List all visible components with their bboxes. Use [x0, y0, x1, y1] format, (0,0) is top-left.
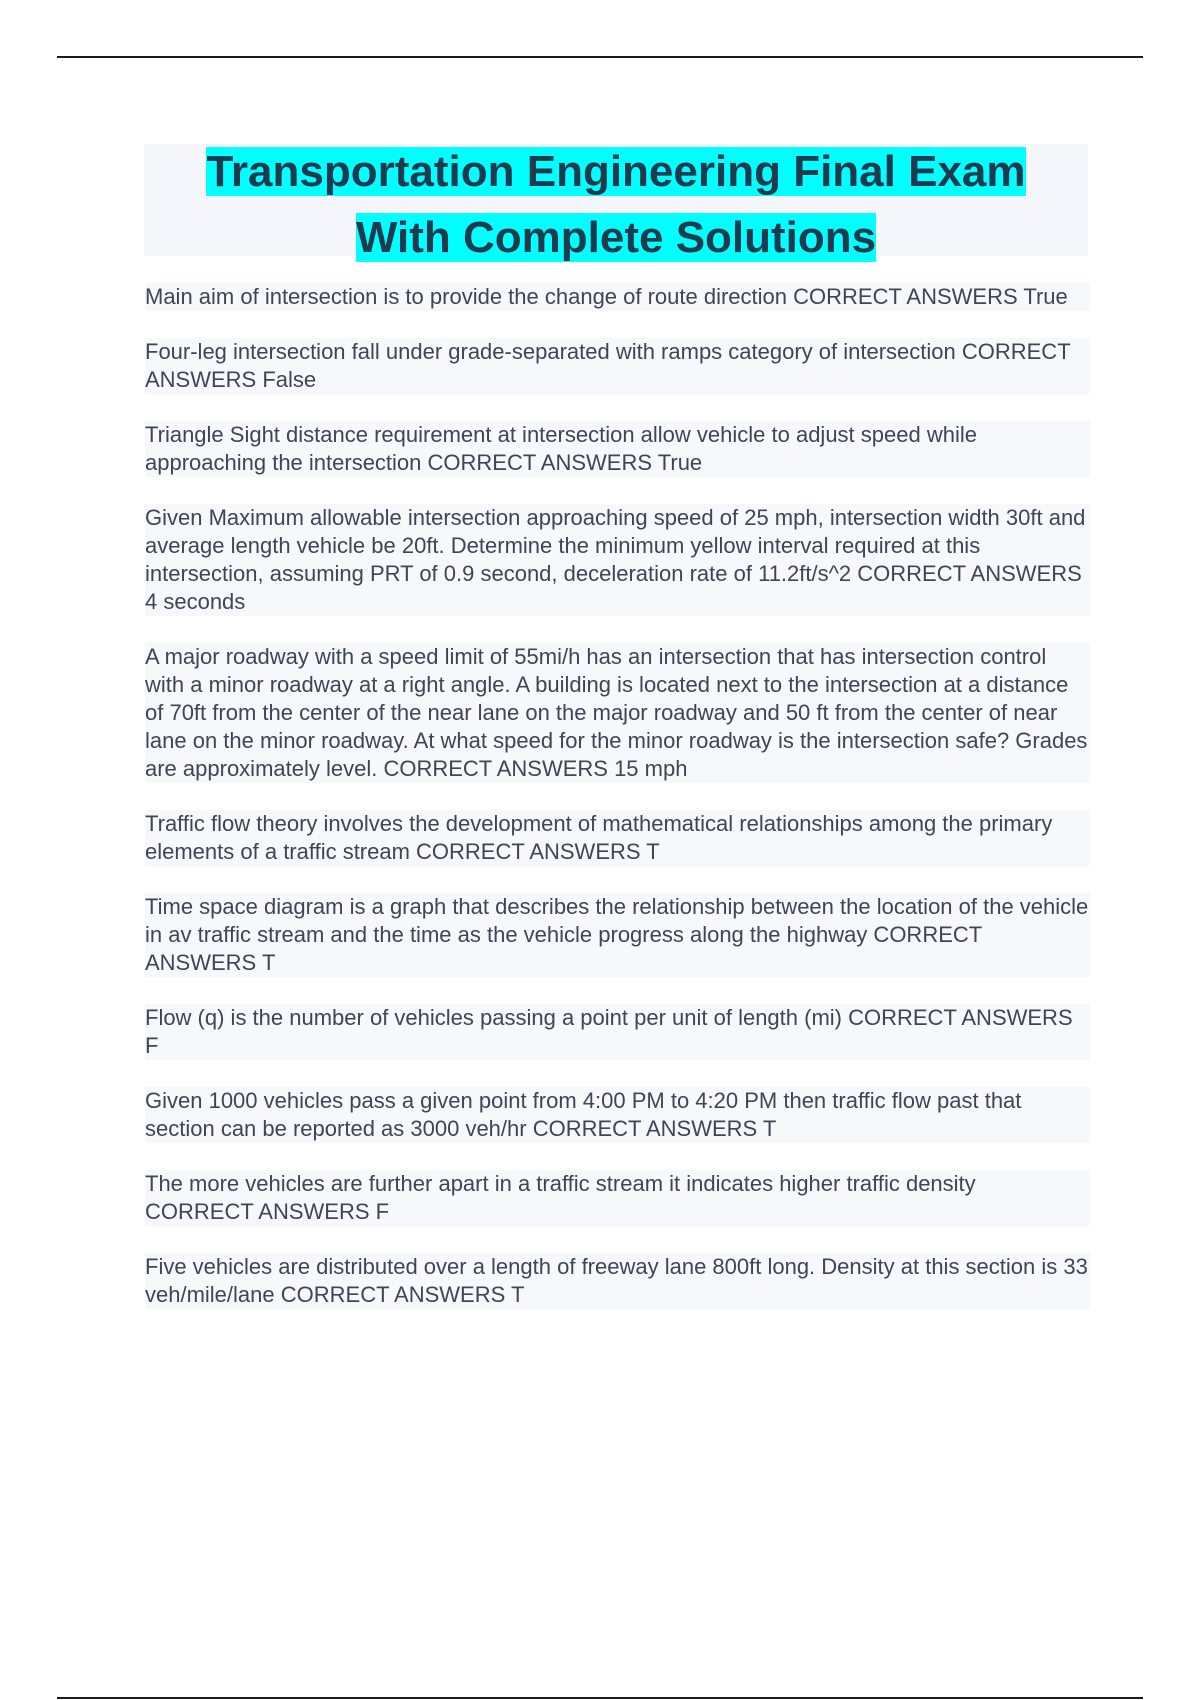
- qa-item: Given Maximum allowable intersection approaching speed of 25 mph, intersection width 30ft and average length vehicle be 20ft. Determine the minimum yellow interval required at this intersection, assuming PRT of 0.9 second, deceleration rate of 11.2ft/s^2 CORRECT ANSWERS 4 seconds: [145, 504, 1090, 616]
- title-block: [144, 144, 1088, 262]
- qa-item: Given 1000 vehicles pass a given point from 4:00 PM to 4:20 PM then traffic flow past that section can be reported as 3000 veh/hr CORRECT ANSWERS T: [145, 1087, 1090, 1143]
- qa-item: The more vehicles are further apart in a traffic stream it indicates higher traffic density CORRECT ANSWERS F: [145, 1170, 1090, 1226]
- qa-item: A major roadway with a speed limit of 55mi/h has an intersection that has intersection control with a minor roadway at a right angle. A building is located next to the intersection at a distance of 70ft from the center of the near lane on the major roadway and 50 ft from the center of near lane on the minor roadway. At what speed for the minor roadway is the intersection safe? Grades are approximately level. CORRECT ANSWERS 15 mph: [145, 643, 1090, 783]
- header-rule: [57, 56, 1143, 58]
- page-title-line-1: Transportation Engineering Final Exam: [206, 147, 1026, 196]
- qa-item: Flow (q) is the number of vehicles passing a point per unit of length (mi) CORRECT ANSWERS F: [145, 1004, 1090, 1060]
- qa-item: Triangle Sight distance requirement at intersection allow vehicle to adjust speed while approaching the intersection CORRECT ANSWERS True: [145, 421, 1090, 477]
- page-title-line-2: With Complete Solutions: [355, 213, 877, 262]
- qa-item: Time space diagram is a graph that describes the relationship between the location of the vehicle in av traffic stream and the time as the vehicle progress along the highway CORRECT ANSWERS T: [145, 894, 1089, 975]
- qa-item: Five vehicles are distributed over a length of freeway lane 800ft long. Density at this section is 33 veh/mile/lane CORRECT ANSWERS T: [145, 1253, 1090, 1309]
- qa-item: Four-leg intersection fall under grade-separated with ramps category of intersection CORRECT ANSWERS False: [145, 338, 1090, 394]
- question-answer-list: [145, 283, 1090, 1336]
- qa-item: Main aim of intersection is to provide the change of route direction CORRECT ANSWERS True: [145, 283, 1090, 311]
- footer-rule: [57, 1697, 1143, 1699]
- qa-item: Traffic flow theory involves the development of mathematical relationships among the primary elements of a traffic stream CORRECT ANSWERS T: [145, 810, 1090, 866]
